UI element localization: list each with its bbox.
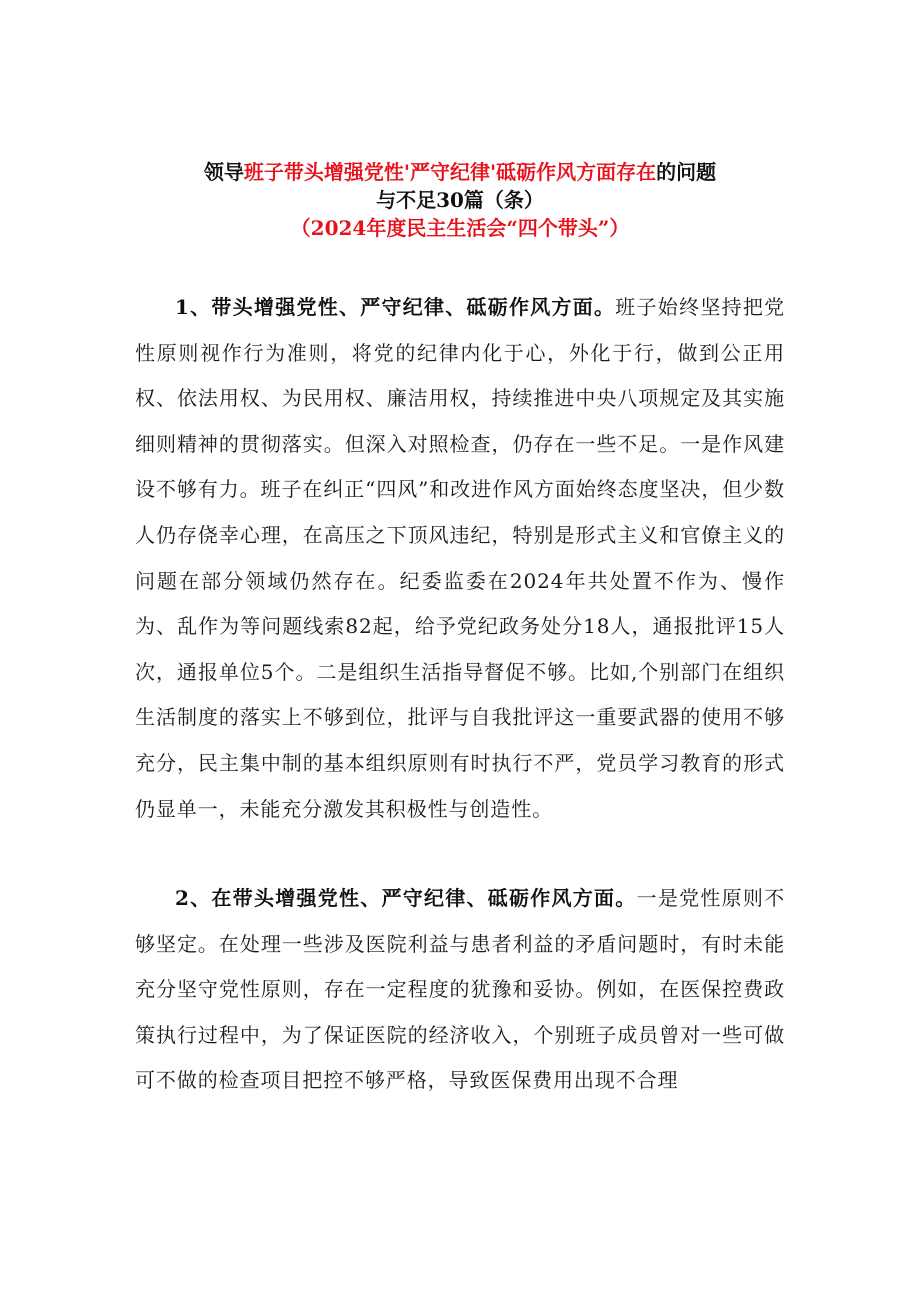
title-subtitle: （2024年度民主生活会“四个带头”） [290,216,630,240]
section-2-body: 一是党性原则不够坚定。在处理一些涉及医院利益与患者利益的矛盾问题时，有时未能充分坚守党性原则，存在一定程度的犹豫和妥协。例如，在医保控费政策执行过程中，为了保证医院的经济收入，个别班子成员曾对一些可做可不做的检查项目把控不够严格，导致医保费用出现不合理 [135,886,785,1093]
title-line-2: 与不足30篇（条） [376,188,544,212]
section-2-paragraph [135,876,785,1104]
document-title [130,158,790,242]
title-highlight: 班子带头增强党性'严守纪律'砥砺作风方面存在 [243,160,657,184]
section-2-heading: 2、在带头增强党性、严守纪律、砥砺作风方面。 [175,886,637,910]
section-1-paragraph [135,285,785,832]
title-suffix: 的问题 [656,160,717,184]
title-line-1 [130,158,790,186]
section-1-body: 班子始终坚持把党性原则视作行为准则，将党的纪律内化于心，外化于行，做到公正用权、依法用权、为民用权、廉洁用权，持续推进中央八项规定及其实施细则精神的贯彻落实。但深入对照检查，仍存在一些不足。一是作风建设不够有力。班子在纠正“四风”和改进作风方面始终态度坚决，但少数人仍存侥幸心理，在高压之下顶风违纪，特别是形式主义和官僚主义的问题在部分领域仍然存在。纪委监委在2024年共处置不作为、慢作为、乱作为等问题线索82起，给予党纪政务处分18人，通报批评15人次，通报单位5个。二是组织生活指导督促不够。比如,个别部门在组织生活制度的落实上不够到位，批评与自我批评这一重要武器的使用不够充分，民主集中制的基本组织原则有时执行不严，党员学习教育的形式仍显单一，未能充分激发其积极性与创造性。 [135,295,785,821]
section-1-heading: 1、带头增强党性、严守纪律、砥砺作风方面。 [175,295,616,319]
title-prefix: 领导 [203,160,244,184]
